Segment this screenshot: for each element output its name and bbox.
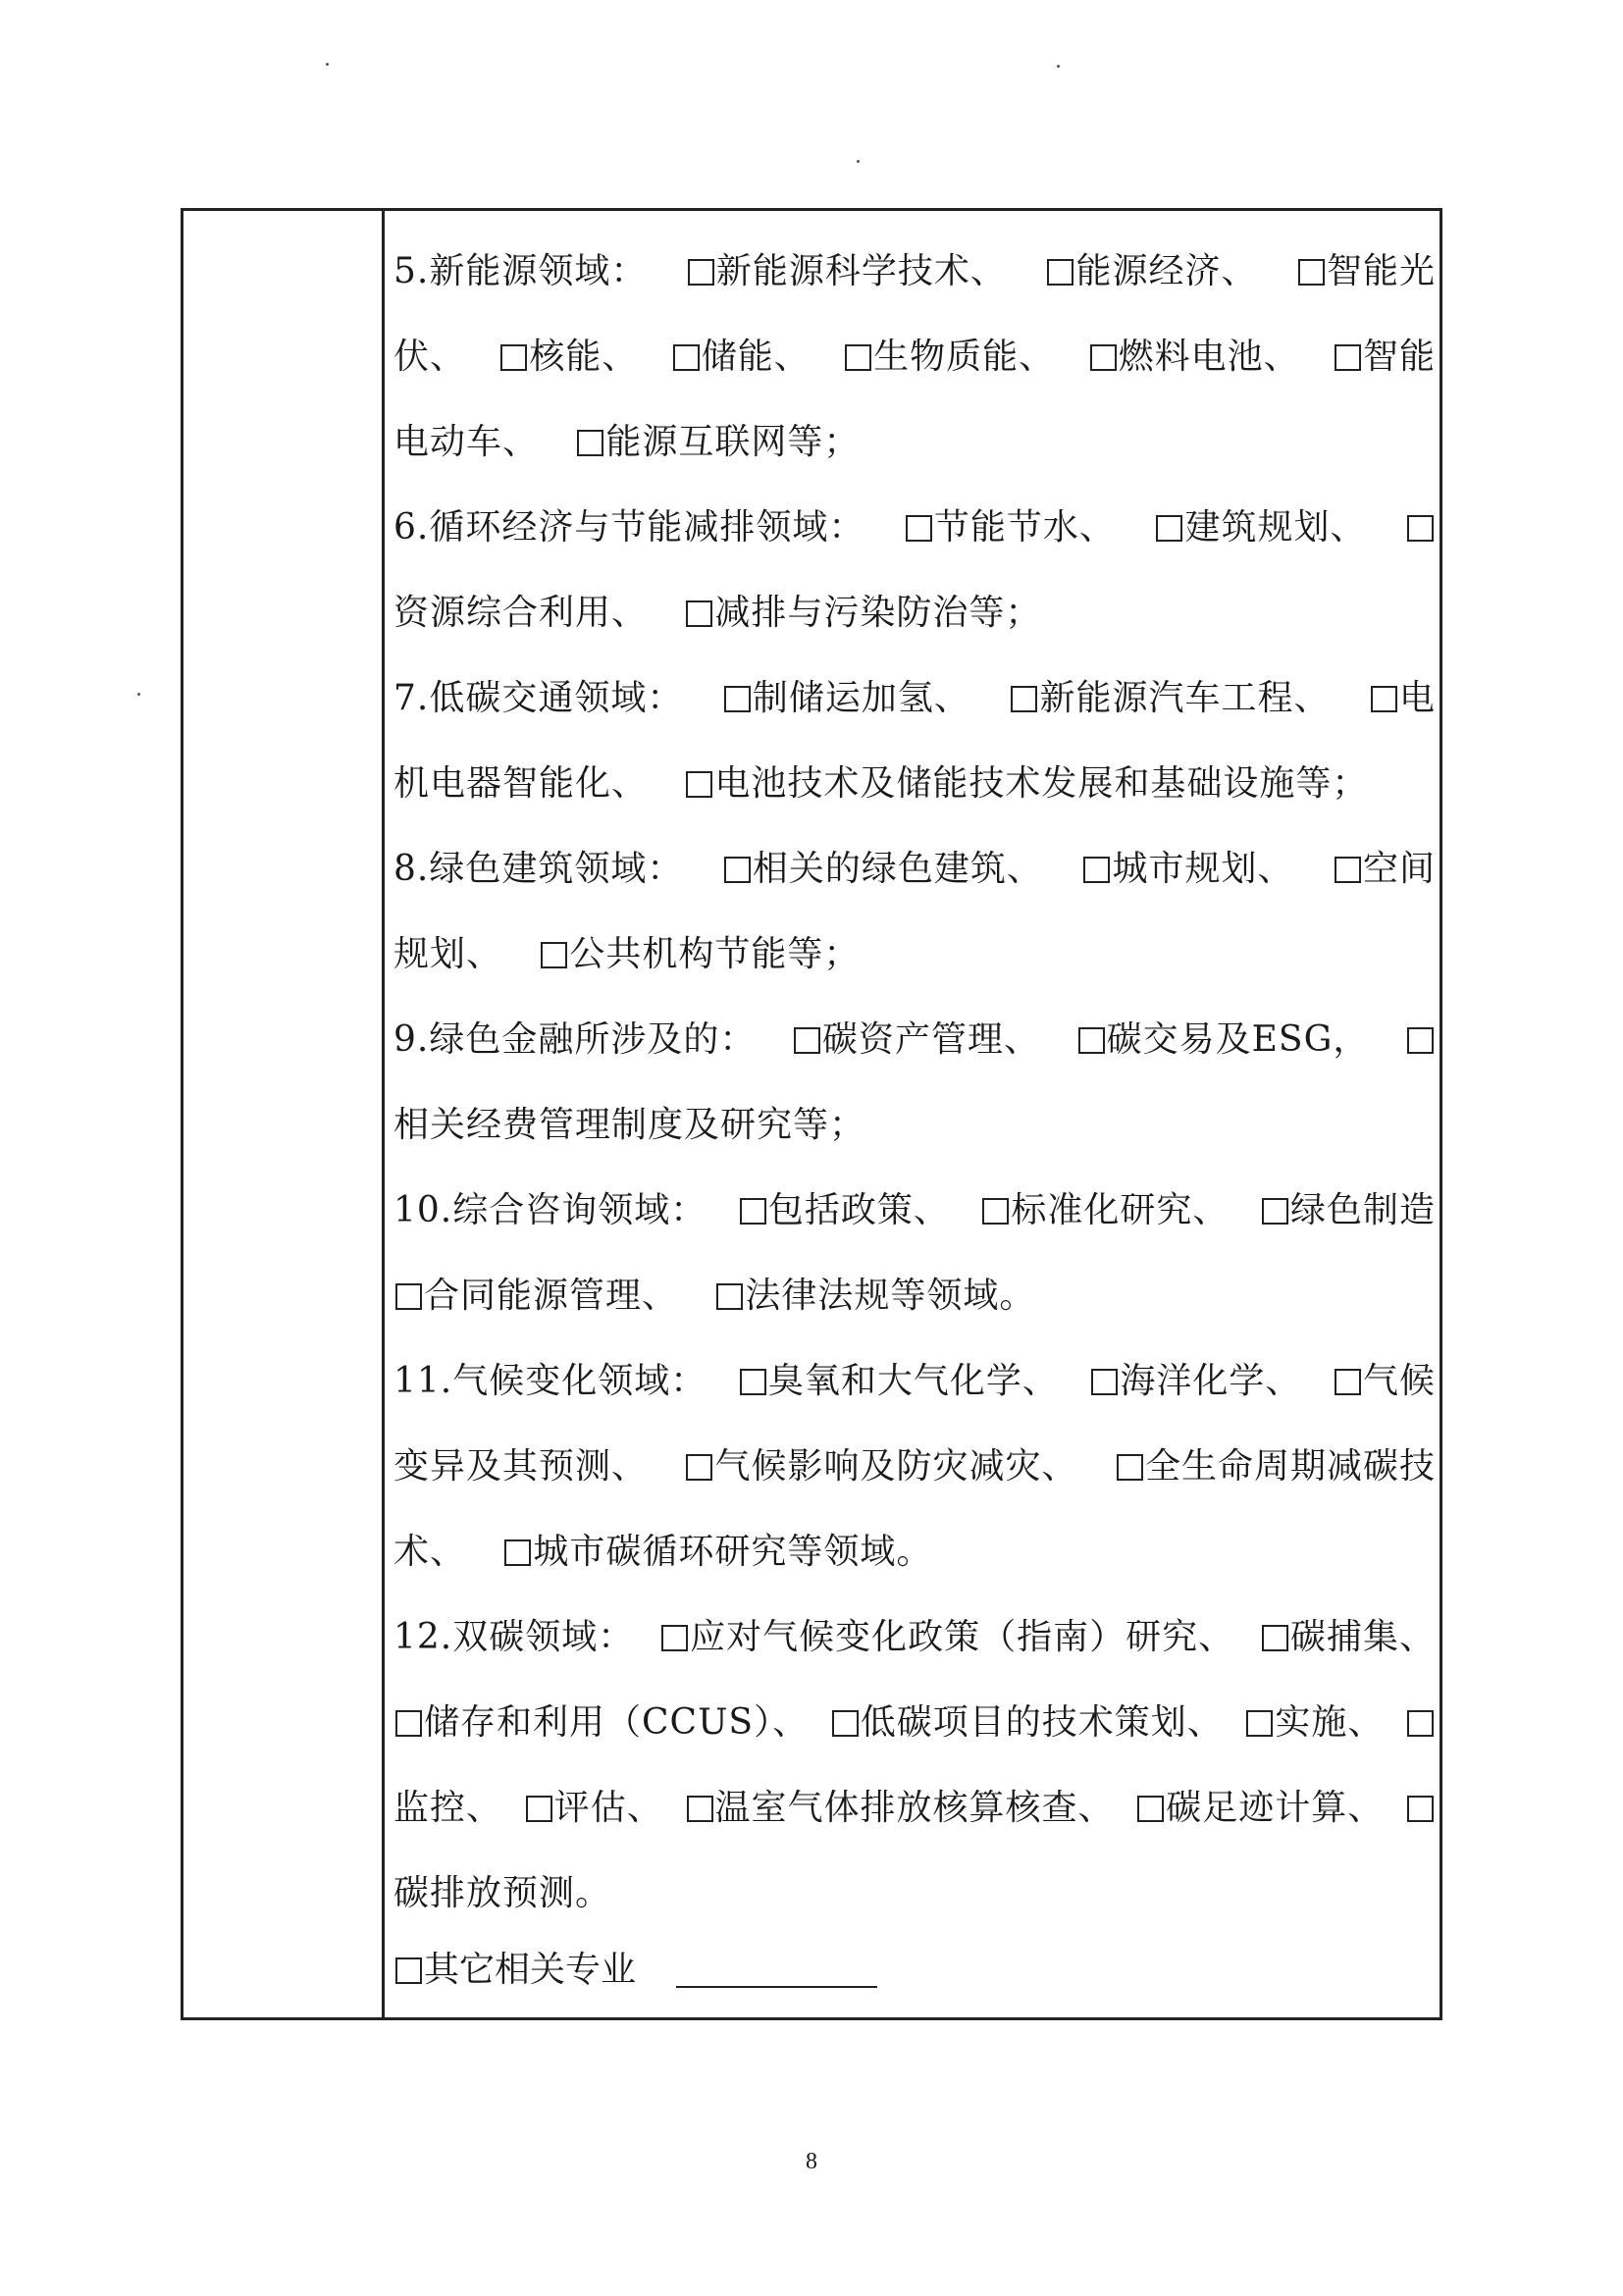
option-item[interactable] (1405, 997, 1436, 1082)
scan-speck (326, 63, 329, 66)
checkbox[interactable] (1078, 1027, 1105, 1054)
checkbox[interactable] (395, 1710, 422, 1737)
option-item[interactable]: 节能节水、 (904, 485, 1116, 570)
checkbox[interactable] (1335, 1369, 1361, 1395)
option-item[interactable] (1405, 1765, 1436, 1851)
section-green-finance: 9.绿色金融所涉及的： 碳资产管理、 碳交易及ESG， 相关经费管理制度及研究等； (393, 997, 1436, 1168)
option-item[interactable]: 能源互联网等； (575, 399, 860, 485)
checkbox[interactable] (1407, 1796, 1434, 1822)
option-item[interactable]: 能源经济、 (1045, 229, 1257, 314)
option-item[interactable]: 应对气候变化政策（指南）研究、 (659, 1594, 1234, 1680)
option-item[interactable]: 新能源科学技术、 (686, 229, 1007, 314)
option-item[interactable]: 智能 (1333, 314, 1436, 399)
section-heading: 10.综合咨询领域： (393, 1190, 707, 1230)
checkbox[interactable] (1091, 1369, 1118, 1395)
option-item[interactable]: 公共机构节能等； (539, 912, 860, 997)
option-item[interactable]: 绿色制造 (1260, 1168, 1436, 1253)
option-item[interactable]: 电 (1369, 655, 1436, 741)
option-item[interactable]: 标准化研究、 (980, 1168, 1229, 1253)
other-specialty-row (393, 1936, 1436, 2005)
option-item[interactable]: 法律法规等领域。 (714, 1253, 1035, 1338)
checkbox[interactable] (1262, 1625, 1288, 1651)
option-item[interactable] (393, 1936, 636, 2005)
option-item[interactable]: 空间 (1333, 826, 1436, 912)
section-climate-change: 11.气候变化领域： 臭氧和大气化学、 海洋化学、 气候 变异及其预测、 气候影响及防灾减灾、 全生命周期减碳技 术、 城市碳循环研究等领域。 (393, 1338, 1436, 1594)
checkbox[interactable] (577, 430, 603, 456)
checkbox[interactable] (832, 1710, 859, 1737)
checkbox[interactable] (500, 344, 527, 371)
option-item[interactable]: 碳资产管理、 (792, 997, 1040, 1082)
checkbox[interactable] (526, 1796, 552, 1822)
other-specialty-label: 其它相关专业 (424, 1950, 637, 1990)
option-item[interactable]: 建筑规划、 (1154, 485, 1366, 570)
section-heading: 7.低碳交通领域： (393, 678, 684, 718)
section-heading: 11.气候变化领域： (393, 1361, 707, 1401)
section-dual-carbon: 12.双碳领域： 应对气候变化政策（指南）研究、 碳捕集、 储存和利用（CCUS）、 低碳项目的技术策划、 实施、 监控、 评估、 温室气体排放核算核查、 碳足迹计算、 碳排放预测。 (393, 1594, 1436, 1936)
section-circular-economy: 6.循环经济与节能减排领域： 节能节水、 建筑规划、 资源综合利用、 减排与污染防治等； (393, 485, 1436, 655)
option-item[interactable]: 温室气体排放核算核查、 (685, 1765, 1115, 1851)
checkbox[interactable] (1047, 259, 1073, 286)
checkbox[interactable] (1262, 1198, 1288, 1225)
section-heading: 8.绿色建筑领域： (393, 849, 684, 889)
option-item[interactable]: 低碳项目的技术策划、 (830, 1680, 1224, 1765)
option-item[interactable]: 气候 (1333, 1338, 1436, 1424)
checkbox[interactable] (661, 1625, 688, 1651)
checkbox[interactable] (1407, 515, 1434, 542)
checkbox[interactable] (1137, 1796, 1164, 1822)
checkbox[interactable] (1156, 515, 1182, 542)
option-item[interactable]: 电池技术及储能技术发展和基础设施等； (684, 741, 1368, 826)
section-green-building: 8.绿色建筑领域： 相关的绿色建筑、 城市规划、 空间 规划、 公共机构节能等； (393, 826, 1436, 997)
section-low-carbon-transport: 7.低碳交通领域： 制储运加氢、 新能源汽车工程、 电 机电器智能化、 电池技术及储能技术发展和基础设施等； (393, 655, 1436, 826)
scan-speck (137, 693, 140, 696)
option-item[interactable]: 全生命周期减碳技 (1115, 1424, 1436, 1509)
scan-speck (857, 160, 860, 163)
checkbox[interactable] (395, 1283, 422, 1310)
checkbox[interactable] (845, 344, 871, 371)
option-item[interactable]: 减排与污染防治等； (684, 570, 1041, 655)
option-item[interactable]: 制储运加氢、 (722, 655, 970, 741)
option-item[interactable]: 气候影响及防灾减灾、 (684, 1424, 1077, 1509)
table-label-column (183, 211, 385, 2017)
option-item[interactable]: 包括政策、 (738, 1168, 950, 1253)
checkbox[interactable] (1335, 857, 1361, 883)
checkbox[interactable] (686, 600, 712, 627)
checkbox[interactable] (724, 857, 751, 883)
checkbox[interactable] (1083, 857, 1110, 883)
checkbox[interactable] (716, 1283, 743, 1310)
section-consulting (393, 1168, 1436, 1338)
option-item[interactable]: 储存和利用（CCUS）、 (393, 1680, 809, 1765)
section-new-energy: 5.新能源领域： 新能源科学技术、 能源经济、 智能光 伏、 核能、 储能、 生物质能、 燃料电池、 智能 电动车、 能源互联网等； (393, 229, 1436, 485)
checkbox[interactable] (1407, 1027, 1434, 1054)
checkbox[interactable] (688, 259, 714, 286)
other-specialty-blank-field[interactable] (676, 1957, 877, 1988)
option-item[interactable]: 海洋化学、 (1089, 1338, 1301, 1424)
checkbox[interactable] (395, 1957, 422, 1984)
option-item[interactable]: 核能、 (498, 314, 638, 399)
page-number: 8 (806, 2149, 817, 2174)
option-item[interactable]: 碳捕集、 (1260, 1594, 1436, 1680)
option-item[interactable]: 合同能源管理、 (393, 1253, 678, 1338)
scan-speck (1057, 65, 1060, 68)
option-item[interactable]: 臭氧和大气化学、 (738, 1338, 1059, 1424)
checkbox[interactable] (1117, 1454, 1143, 1481)
checkbox[interactable] (982, 1198, 1009, 1225)
section-heading: 6.循环经济与节能减排领域： (393, 507, 865, 548)
checkbox[interactable] (686, 1454, 712, 1481)
checkbox[interactable] (794, 1027, 820, 1054)
checkbox[interactable] (504, 1539, 531, 1566)
checkbox[interactable] (906, 515, 932, 542)
option-item[interactable]: 碳交易及ESG， (1076, 997, 1370, 1082)
option-item[interactable]: 城市碳循环研究等领域。 (502, 1509, 932, 1594)
checkbox[interactable] (724, 686, 751, 712)
checkbox[interactable] (1335, 344, 1361, 371)
checkbox[interactable] (1371, 686, 1397, 712)
checkbox[interactable] (1246, 1710, 1273, 1737)
checkbox[interactable] (1011, 686, 1037, 712)
checkbox[interactable] (1407, 1710, 1434, 1737)
option-item[interactable]: 评估、 (524, 1765, 663, 1851)
field-options (388, 211, 1440, 2017)
section-heading: 12.双碳领域： (393, 1617, 635, 1657)
option-item[interactable]: 储能、 (671, 314, 811, 399)
checkbox[interactable] (673, 344, 700, 371)
option-item[interactable]: 实施、 (1244, 1680, 1384, 1765)
checkbox[interactable] (1298, 259, 1325, 286)
section-heading: 9.绿色金融所涉及的： (393, 1019, 757, 1060)
checkbox[interactable] (740, 1198, 766, 1225)
checkbox[interactable] (687, 1796, 713, 1822)
section-heading: 5.新能源领域： (393, 251, 648, 291)
checkbox[interactable] (541, 942, 567, 968)
option-item[interactable]: 燃料电池、 (1088, 314, 1300, 399)
checkbox[interactable] (740, 1369, 766, 1395)
option-item[interactable]: 智能光 (1296, 229, 1436, 314)
checkbox[interactable] (686, 771, 712, 798)
option-item[interactable]: 碳足迹计算、 (1135, 1765, 1384, 1851)
option-item[interactable]: 城市规划、 (1081, 826, 1293, 912)
form-table (181, 208, 1442, 2020)
option-item[interactable] (1405, 1680, 1436, 1765)
option-item[interactable] (1405, 485, 1436, 570)
checkbox[interactable] (1090, 344, 1117, 371)
option-item[interactable]: 相关的绿色建筑、 (722, 826, 1043, 912)
option-item[interactable]: 新能源汽车工程、 (1009, 655, 1330, 741)
option-item[interactable]: 生物质能、 (843, 314, 1055, 399)
